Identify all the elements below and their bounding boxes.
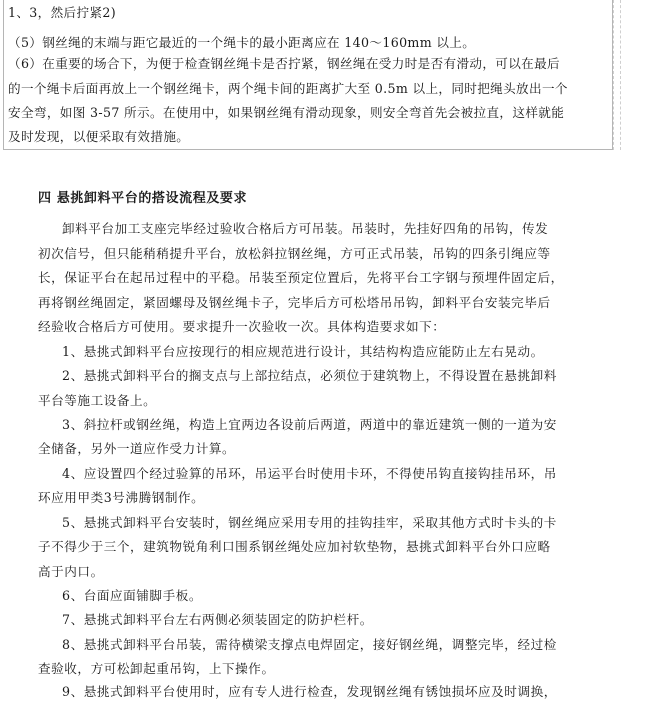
- paragraph-line: 的一个绳卡后面再放上一个钢丝绳卡，两个绳卡间的距离扩大至 0.5m 以上，同时把绳头放出一个: [8, 81, 568, 96]
- list-item: 1、悬挑式卸料平台应按现行的相应规范进行设计，其结构构造应能防止左右晃动。: [62, 344, 544, 359]
- list-item-continuation: 高于内口。: [38, 564, 104, 579]
- list-item: 6、台面应面铺脚手板。: [62, 588, 202, 603]
- paragraph-line: 再将钢丝绳固定，紧固螺母及钢丝绳卡子，完毕后方可松塔吊吊钩，卸料平台安装完毕后: [38, 295, 551, 310]
- list-item: 7、悬挑式卸料平台左右两侧必须装固定的防护栏杆。: [62, 612, 373, 627]
- list-item: 4、应设置四个经过验算的吊环，吊运平台时使用卡环，不得使吊钩直接钩挂吊环，吊: [62, 466, 557, 481]
- list-item: 3、斜拉杆或钢丝绳，构造上宜两边各设前后两道，两道中的靠近建筑一侧的一道为安: [62, 417, 557, 432]
- paragraph-line: 安全弯，如图 3-57 所示。在使用中，如果钢丝绳有滑动现象，则安全弯首先会被拉直，这样就能: [8, 105, 565, 120]
- paragraph-line: 初次信号，但只能稍稍提升平台，放松斜拉钢丝绳，方可正式吊装，吊钩的四条引绳应等: [38, 246, 551, 261]
- paragraph-line: 经验收合格后方可使用。要求提升一次验收一次。具体构造要求如下：: [38, 319, 446, 334]
- paragraph-line: （6）在重要的场合下，为便于检查钢丝绳卡是否拧紧，钢丝绳在受力时是否有滑动，可以在最后: [8, 56, 560, 71]
- list-item-continuation: 查验收，方可松卸起重吊钩，上下操作。: [38, 661, 275, 676]
- paragraph-line: （5）钢丝绳的末端与距它最近的一个绳卡的最小距离应在 140～160mm 以上。: [8, 35, 476, 50]
- list-item-continuation: 全储备，另外一道应作受力计算。: [38, 441, 236, 456]
- paragraph-line: 及时发现，以便采取有效措施。: [8, 129, 190, 144]
- list-item-continuation: 环应用甲类3号沸腾钢制作。: [38, 490, 205, 505]
- table-edge-strip: [613, 0, 621, 150]
- table-cell-box: [3, 0, 613, 150]
- paragraph-line: 长，保证平台在起吊过程中的平稳。吊装至预定位置后，先将平台工字钢与预埋件固定后，: [38, 270, 564, 285]
- list-item-continuation: 平台等施工设备上。: [38, 393, 157, 408]
- section-heading: 四 悬挑卸料平台的搭设流程及要求: [38, 191, 248, 206]
- list-item: 9、悬挑式卸料平台使用时，应有专人进行检查，发现钢丝绳有锈蚀损坏应及时调换，: [62, 684, 557, 699]
- paragraph-line: 1、3，然后拧紧2): [8, 5, 117, 20]
- list-item-continuation: 子不得少于三个，建筑物锐角利口围系钢丝绳处应加衬软垫物，悬挑式卸料平台外口应略: [38, 539, 551, 554]
- list-item: 8、悬挑式卸料平台吊装，需待横梁支撑点电焊固定，接好钢丝绳，调整完毕，经过检: [62, 637, 557, 652]
- paragraph-line: 卸料平台加工支座完毕经过验收合格后方可吊装。吊装时，先挂好四角的吊钩，传发: [62, 221, 549, 236]
- list-item: 5、悬挑式卸料平台安装时，钢丝绳应采用专用的挂钩挂牢，采取其他方式时卡头的卡: [62, 515, 557, 530]
- list-item: 2、悬挑式卸料平台的搁支点与上部拉结点，必须位于建筑物上，不得设置在悬挑卸料: [62, 368, 557, 383]
